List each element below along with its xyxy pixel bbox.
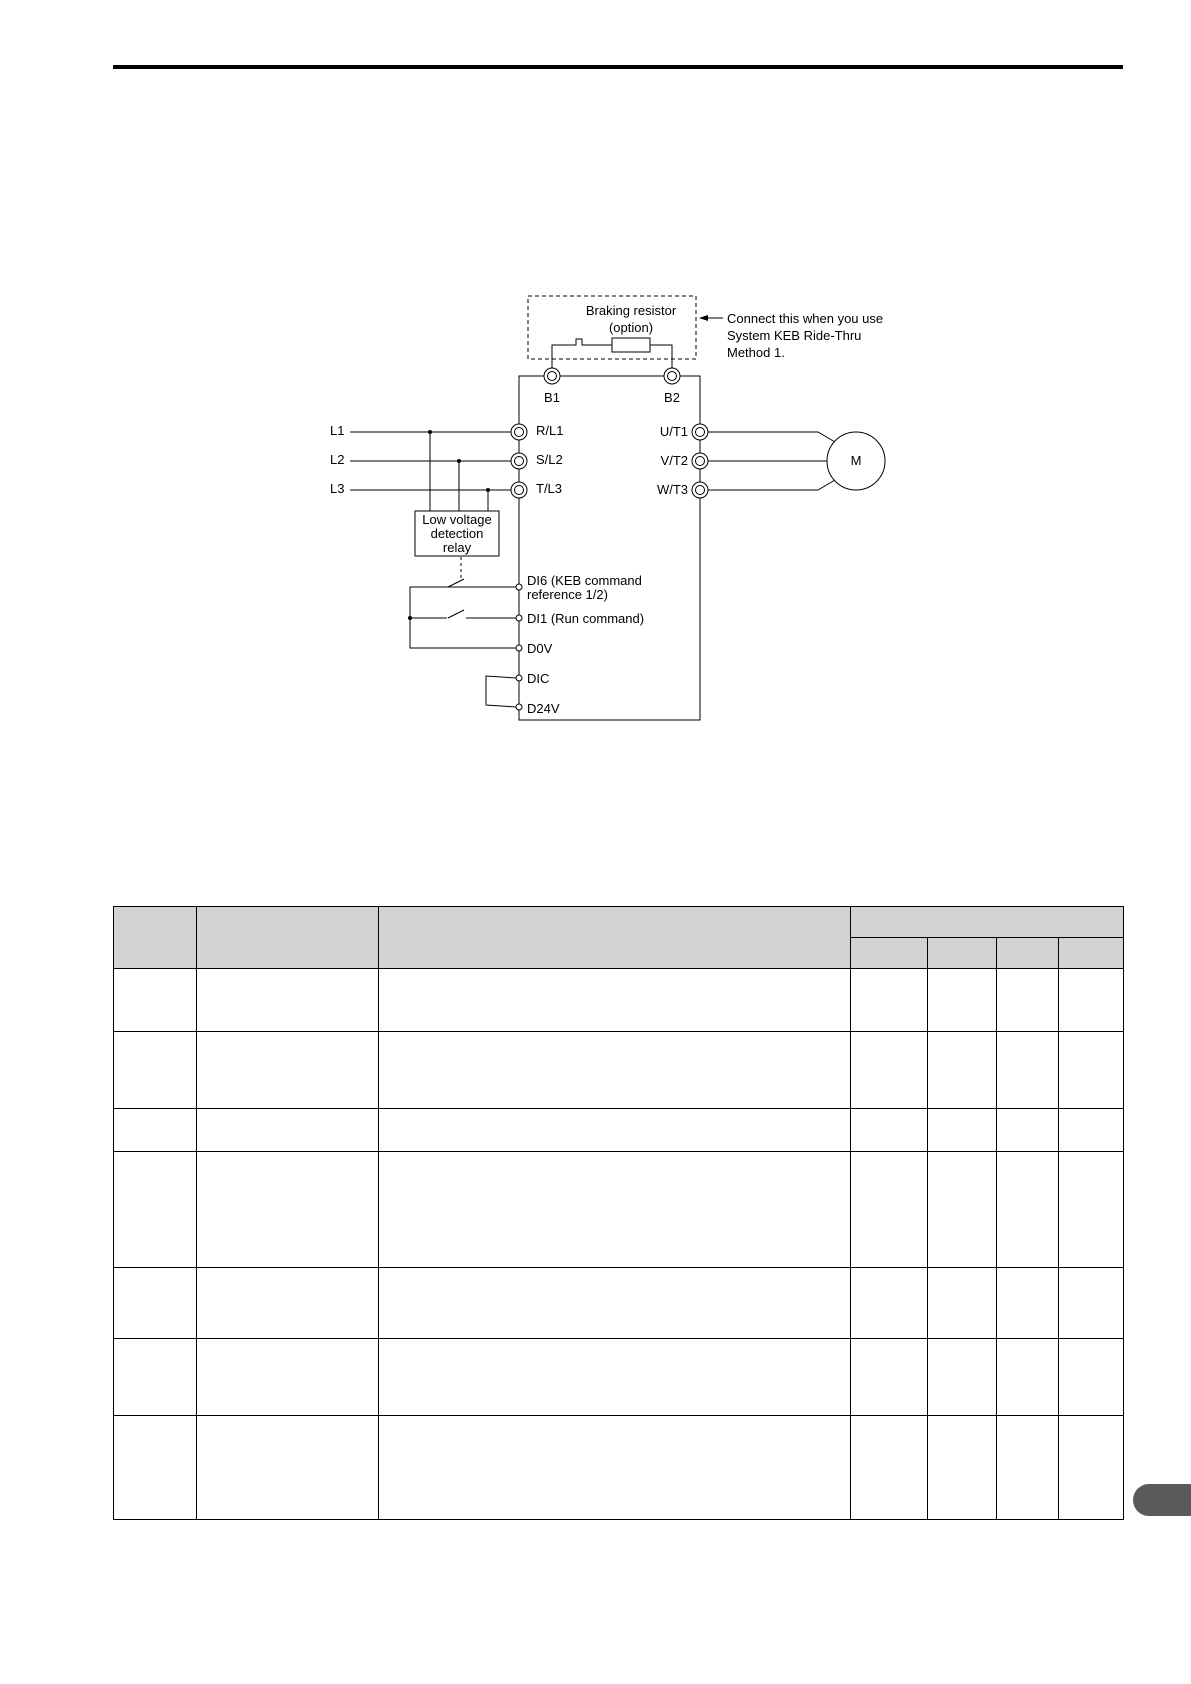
relay-label-1: Low voltage — [422, 512, 492, 527]
motor-wire-w — [708, 480, 835, 490]
table-row — [114, 1339, 1124, 1416]
chapter-side-tab — [1133, 1484, 1191, 1516]
terminal-dic — [516, 675, 522, 681]
di6-label-2: reference 1/2) — [527, 587, 608, 602]
braking-resistor-option-label: (option) — [608, 320, 654, 335]
junction-dot-l3 — [486, 488, 490, 492]
braking-resistor-symbol — [612, 338, 650, 352]
table-subheader-cell — [1059, 938, 1124, 969]
table-row — [114, 1152, 1124, 1268]
junction-dot-l2 — [457, 459, 461, 463]
terminal-r-l1-label: R/L1 — [536, 423, 564, 438]
relay-label-2: detection — [430, 526, 484, 541]
table-subheader-cell — [928, 938, 997, 969]
terminal-s-l2 — [511, 453, 527, 469]
note-line-3: Method 1. — [727, 345, 785, 360]
terminal-s-l2-label: S/L2 — [536, 452, 563, 467]
di6-label-1: DI6 (KEB command — [527, 573, 642, 588]
table-header-cell — [114, 907, 197, 969]
note-line-1: Connect this when you use — [727, 311, 884, 326]
junction-dot-common — [408, 616, 412, 620]
terminal-t-l3-label: T/L3 — [536, 481, 563, 496]
contact-di6-blade — [448, 579, 464, 587]
table-row — [114, 1032, 1124, 1109]
table-header-group-cell — [851, 907, 1124, 938]
contact-di1-blade — [448, 610, 464, 618]
table-subheader-cell — [851, 938, 928, 969]
table-subheader-cell — [997, 938, 1059, 969]
terminal-r-l1 — [511, 424, 527, 440]
relay-label-3: relay — [442, 540, 472, 555]
note-arrow-head — [699, 315, 708, 321]
table-row — [114, 1109, 1124, 1152]
terminal-di6 — [516, 584, 522, 590]
terminal-t-l3 — [511, 482, 527, 498]
note-line-2: System KEB Ride-Thru — [727, 328, 862, 343]
terminal-u-t1 — [692, 424, 708, 440]
line-l2-label: L2 — [330, 452, 345, 467]
terminal-di1 — [516, 615, 522, 621]
terminal-b2-label: B2 — [664, 390, 680, 405]
keb-wiring-diagram — [0, 0, 1191, 760]
resistor-wire — [552, 339, 612, 376]
junction-dot-l1 — [428, 430, 432, 434]
table-row — [114, 1416, 1124, 1520]
terminal-b1 — [544, 368, 560, 384]
terminal-d24v — [516, 704, 522, 710]
di1-label: DI1 (Run command) — [527, 611, 645, 626]
terminal-u-t1-label: U/T1 — [659, 424, 688, 439]
braking-resistor-label: Braking resistor — [585, 303, 677, 318]
dic-label: DIC — [527, 671, 550, 686]
terminal-w-t3-label: W/T3 — [656, 482, 688, 497]
terminal-b1-label: B1 — [544, 390, 560, 405]
parameter-table — [113, 906, 1124, 1520]
terminal-d0v — [516, 645, 522, 651]
table-header-cell — [197, 907, 379, 969]
motor-wire-u — [708, 432, 835, 442]
line-l1-label: L1 — [330, 423, 345, 438]
terminal-v-t2-label: V/T2 — [660, 453, 688, 468]
d0v-label: D0V — [527, 641, 553, 656]
dic-d24v-jumper — [486, 676, 516, 707]
terminal-b2 — [664, 368, 680, 384]
line-l3-label: L3 — [330, 481, 345, 496]
table-row — [114, 969, 1124, 1032]
motor-label: M — [850, 453, 862, 468]
terminal-v-t2 — [692, 453, 708, 469]
table-row — [114, 1268, 1124, 1339]
terminal-w-t3 — [692, 482, 708, 498]
table-header-cell — [379, 907, 851, 969]
d24v-label: D24V — [527, 701, 560, 716]
